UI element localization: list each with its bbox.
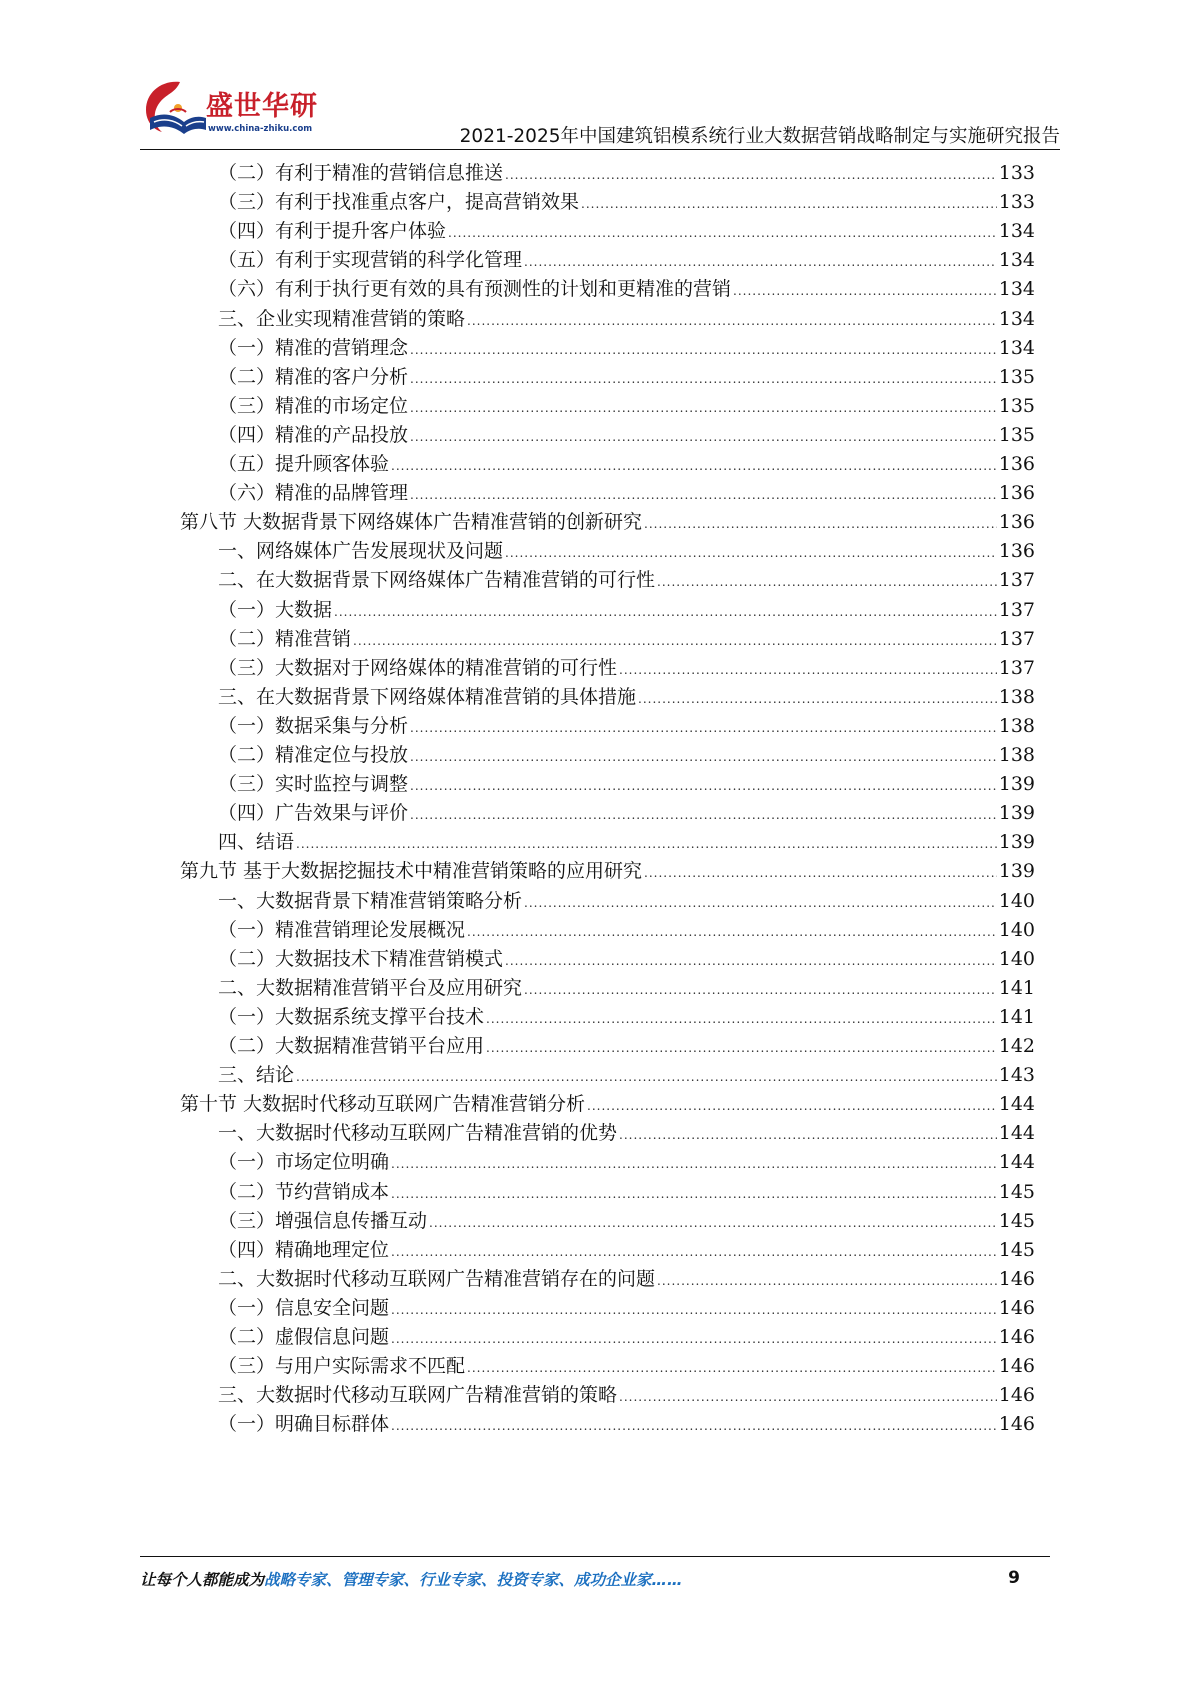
toc-dot-leader	[391, 1411, 997, 1442]
toc-entry[interactable]	[218, 1147, 1035, 1178]
toc-entry[interactable]	[218, 595, 1035, 626]
toc-entry[interactable]	[218, 536, 1035, 567]
toc-entry-page: 146	[998, 1296, 1035, 1319]
toc-entry-title: （一）数据采集与分析	[218, 714, 409, 737]
logo-name: 盛世华研	[206, 91, 318, 122]
toc-entry[interactable]	[218, 449, 1035, 480]
toc-entry[interactable]	[218, 391, 1035, 422]
toc-entry[interactable]	[218, 653, 1035, 684]
toc-entry[interactable]	[218, 1293, 1035, 1324]
toc-entry-title: （五）提升顾客体验	[218, 453, 390, 475]
toc-entry-title: （三）有利于找准重点客户，提高营销效果	[218, 191, 580, 214]
toc-entry[interactable]	[218, 478, 1035, 509]
header-divider	[140, 149, 1060, 150]
toc-entry-page: 134	[998, 307, 1035, 330]
toc-entry-page: 133	[998, 162, 1035, 184]
page-footer	[140, 1568, 1020, 1598]
toc-entry-title: 第九节 基于大数据挖掘技术中精准营销策略的应用研究	[180, 860, 643, 883]
toc-entry-page: 145	[998, 1209, 1035, 1232]
toc-entry-page: 136	[998, 482, 1035, 505]
toc-entry[interactable]	[218, 1206, 1035, 1237]
footer-slogan-roles: 战略专家、管理专家、行业专家、投资专家、成功企业家……	[264, 1571, 683, 1589]
toc-entry[interactable]	[218, 1264, 1035, 1295]
toc-entry[interactable]	[218, 245, 1035, 276]
toc-entry[interactable]	[218, 362, 1035, 393]
toc-entry-page: 135	[998, 423, 1035, 446]
page-number: 9	[1008, 1568, 1020, 1588]
toc-entry[interactable]	[218, 1409, 1035, 1440]
toc-entry-title: （六）精准的品牌管理	[218, 482, 409, 505]
toc-entry-title: （五）有利于实现营销的科学化管理	[218, 249, 523, 272]
toc-entry-page: 138	[998, 714, 1035, 737]
toc-entry-page: 136	[998, 511, 1035, 534]
toc-entry-title: （二）大数据技术下精准营销模式	[218, 947, 504, 970]
toc-entry-page: 141	[998, 1005, 1035, 1028]
toc-entry-title: 三、结论	[218, 1064, 295, 1087]
toc-entry-title: （二）精准的客户分析	[218, 365, 409, 388]
toc-entry[interactable]	[218, 333, 1035, 364]
toc-entry[interactable]	[218, 1380, 1035, 1411]
toc-entry[interactable]	[218, 798, 1035, 829]
toc-entry-page: 137	[998, 598, 1035, 621]
toc-entry-page: 139	[998, 773, 1035, 796]
toc-entry-page: 139	[998, 860, 1035, 883]
toc-entry-title: 一、大数据时代移动互联网广告精准营销的优势	[218, 1122, 618, 1145]
toc-entry-page: 146	[998, 1384, 1035, 1407]
toc-entry-title: （一）信息安全问题	[218, 1296, 390, 1319]
toc-entry-title: （二）精准定位与投放	[218, 744, 409, 766]
toc-entry[interactable]	[218, 1351, 1035, 1382]
toc-entry[interactable]	[218, 420, 1035, 451]
toc-entry-page: 135	[998, 365, 1035, 388]
toc-entry-page: 146	[998, 1355, 1035, 1378]
toc-entry-page: 139	[998, 831, 1035, 854]
toc-entry-page: 137	[998, 627, 1035, 650]
toc-entry-page: 139	[998, 802, 1035, 825]
toc-entry-title: 二、在大数据背景下网络媒体广告精准营销的可行性	[218, 569, 656, 592]
toc-entry-title: （二）虚假信息问题	[218, 1326, 390, 1348]
toc-entry-title: 三、大数据时代移动互联网广告精准营销的策略	[218, 1384, 618, 1407]
toc-entry-page: 136	[998, 540, 1035, 563]
toc-entry-title: （六）有利于执行更有效的具有预测性的计划和更精准的营销	[218, 278, 732, 301]
toc-entry-title: 二、大数据精准营销平台及应用研究	[218, 976, 523, 999]
toc-entry-title: （三）与用户实际需求不匹配	[218, 1355, 466, 1378]
toc-entry[interactable]	[218, 711, 1035, 742]
toc-entry-title: （一）市场定位明确	[218, 1151, 390, 1174]
toc-entry-title: （三）实时监控与调整	[218, 773, 409, 796]
toc-entry-page: 137	[998, 569, 1035, 592]
footer-divider	[140, 1556, 1050, 1557]
toc-entry-title: （四）精确地理定位	[218, 1238, 390, 1261]
toc-entry-title: 二、大数据时代移动互联网广告精准营销存在的问题	[218, 1267, 656, 1290]
toc-entry-page: 134	[998, 278, 1035, 301]
toc-entry[interactable]	[180, 1089, 1035, 1120]
toc-entry-title: 第八节 大数据背景下网络媒体广告精准营销的创新研究	[180, 511, 643, 534]
toc-entry-page: 135	[998, 394, 1035, 417]
toc-entry-title: 三、企业实现精准营销的策略	[218, 307, 466, 330]
toc-entry[interactable]	[218, 624, 1035, 655]
toc-entry-title: （一）大数据	[218, 598, 333, 621]
toc-entry[interactable]	[218, 886, 1035, 917]
toc-entry[interactable]	[218, 915, 1035, 946]
toc-entry-title: （一）大数据系统支撑平台技术	[218, 1005, 485, 1028]
toc-entry[interactable]	[218, 304, 1035, 335]
toc-entry-page: 140	[998, 947, 1035, 970]
toc-entry-title: 第十节 大数据时代移动互联网广告精准营销分析	[180, 1093, 586, 1116]
toc-entry[interactable]	[218, 827, 1035, 858]
toc-entry-title: （二）节约营销成本	[218, 1180, 390, 1203]
toc-entry[interactable]	[218, 1177, 1035, 1208]
toc-entry[interactable]	[218, 1322, 1035, 1353]
toc-entry-page: 144	[998, 1151, 1035, 1174]
company-logo	[140, 78, 320, 140]
toc-entry[interactable]	[180, 856, 1035, 887]
toc-entry-page: 133	[998, 191, 1035, 214]
toc-entry[interactable]	[218, 216, 1035, 247]
toc-entry-title: （二）有利于精准的营销信息推送	[218, 162, 504, 184]
toc-entry[interactable]	[218, 682, 1035, 713]
toc-entry-page: 142	[998, 1035, 1035, 1057]
toc-entry[interactable]	[218, 1060, 1035, 1091]
toc-entry-title: 一、大数据背景下精准营销策略分析	[218, 889, 523, 912]
toc-entry-page: 141	[998, 976, 1035, 999]
toc-entry[interactable]	[218, 1002, 1035, 1033]
report-title: 2021-2025年中国建筑铝模系统行业大数据营销战略制定与实施研究报告	[459, 126, 1060, 147]
toc-entry[interactable]	[218, 1031, 1035, 1062]
toc-entry-page: 137	[998, 656, 1035, 679]
toc-entry-page: 136	[998, 453, 1035, 475]
toc-entry-title: （二）精准营销	[218, 627, 352, 650]
toc-entry-page: 145	[998, 1238, 1035, 1261]
toc-entry-title: （一）精准的营销理念	[218, 336, 409, 359]
toc-entry[interactable]	[218, 1118, 1035, 1149]
toc-entry-title: （四）精准的产品投放	[218, 423, 409, 446]
logo-url: www.china-zhiku.com	[208, 124, 313, 134]
toc-entry-page: 146	[998, 1267, 1035, 1290]
toc-entry-title: （一）明确目标群体	[218, 1413, 390, 1436]
page-header	[140, 78, 1060, 148]
footer-slogan-lead: 让每个人都能成为	[140, 1571, 265, 1589]
toc-entry-title: 一、网络媒体广告发展现状及问题	[218, 540, 504, 563]
toc-entry-title: 三、在大数据背景下网络媒体精准营销的具体措施	[218, 685, 637, 708]
toc-entry-title: 四、结语	[218, 831, 295, 854]
toc-entry-page: 146	[998, 1413, 1035, 1436]
toc-entry-page: 140	[998, 918, 1035, 941]
toc-entry[interactable]	[218, 565, 1035, 596]
toc-entry-page: 134	[998, 249, 1035, 272]
toc-entry-page: 144	[998, 1093, 1035, 1116]
toc-entry[interactable]	[218, 1235, 1035, 1266]
toc-entry-page: 144	[998, 1122, 1035, 1145]
toc-entry-title: （一）精准营销理论发展概况	[218, 918, 466, 941]
toc-entry-page: 134	[998, 336, 1035, 359]
toc-entry[interactable]	[218, 274, 1035, 305]
toc-entry[interactable]	[218, 769, 1035, 800]
toc-entry-page: 134	[998, 220, 1035, 243]
toc-entry[interactable]	[180, 507, 1035, 538]
toc-entry-page: 138	[998, 685, 1035, 708]
toc-entry-page: 138	[998, 744, 1035, 766]
toc-entry-page: 140	[998, 889, 1035, 912]
toc-entry-page: 145	[998, 1180, 1035, 1203]
toc-entry-page: 143	[998, 1064, 1035, 1087]
toc-entry[interactable]	[218, 187, 1035, 218]
toc-entry-title: （四）有利于提升客户体验	[218, 220, 447, 243]
toc-entry-title: （四）广告效果与评价	[218, 802, 409, 825]
logo-emblem-icon	[140, 78, 210, 140]
toc-entry-title: （三）大数据对于网络媒体的精准营销的可行性	[218, 656, 618, 679]
toc-entry[interactable]	[218, 944, 1035, 975]
toc-entry-title: （三）增强信息传播互动	[218, 1209, 428, 1232]
toc-entry[interactable]	[218, 158, 1035, 189]
toc-entry[interactable]	[218, 973, 1035, 1004]
toc-entry-page: 146	[998, 1326, 1035, 1348]
toc-entry-title: （二）大数据精准营销平台应用	[218, 1035, 485, 1057]
toc-entry[interactable]	[218, 740, 1035, 771]
toc-entry-title: （三）精准的市场定位	[218, 394, 409, 417]
